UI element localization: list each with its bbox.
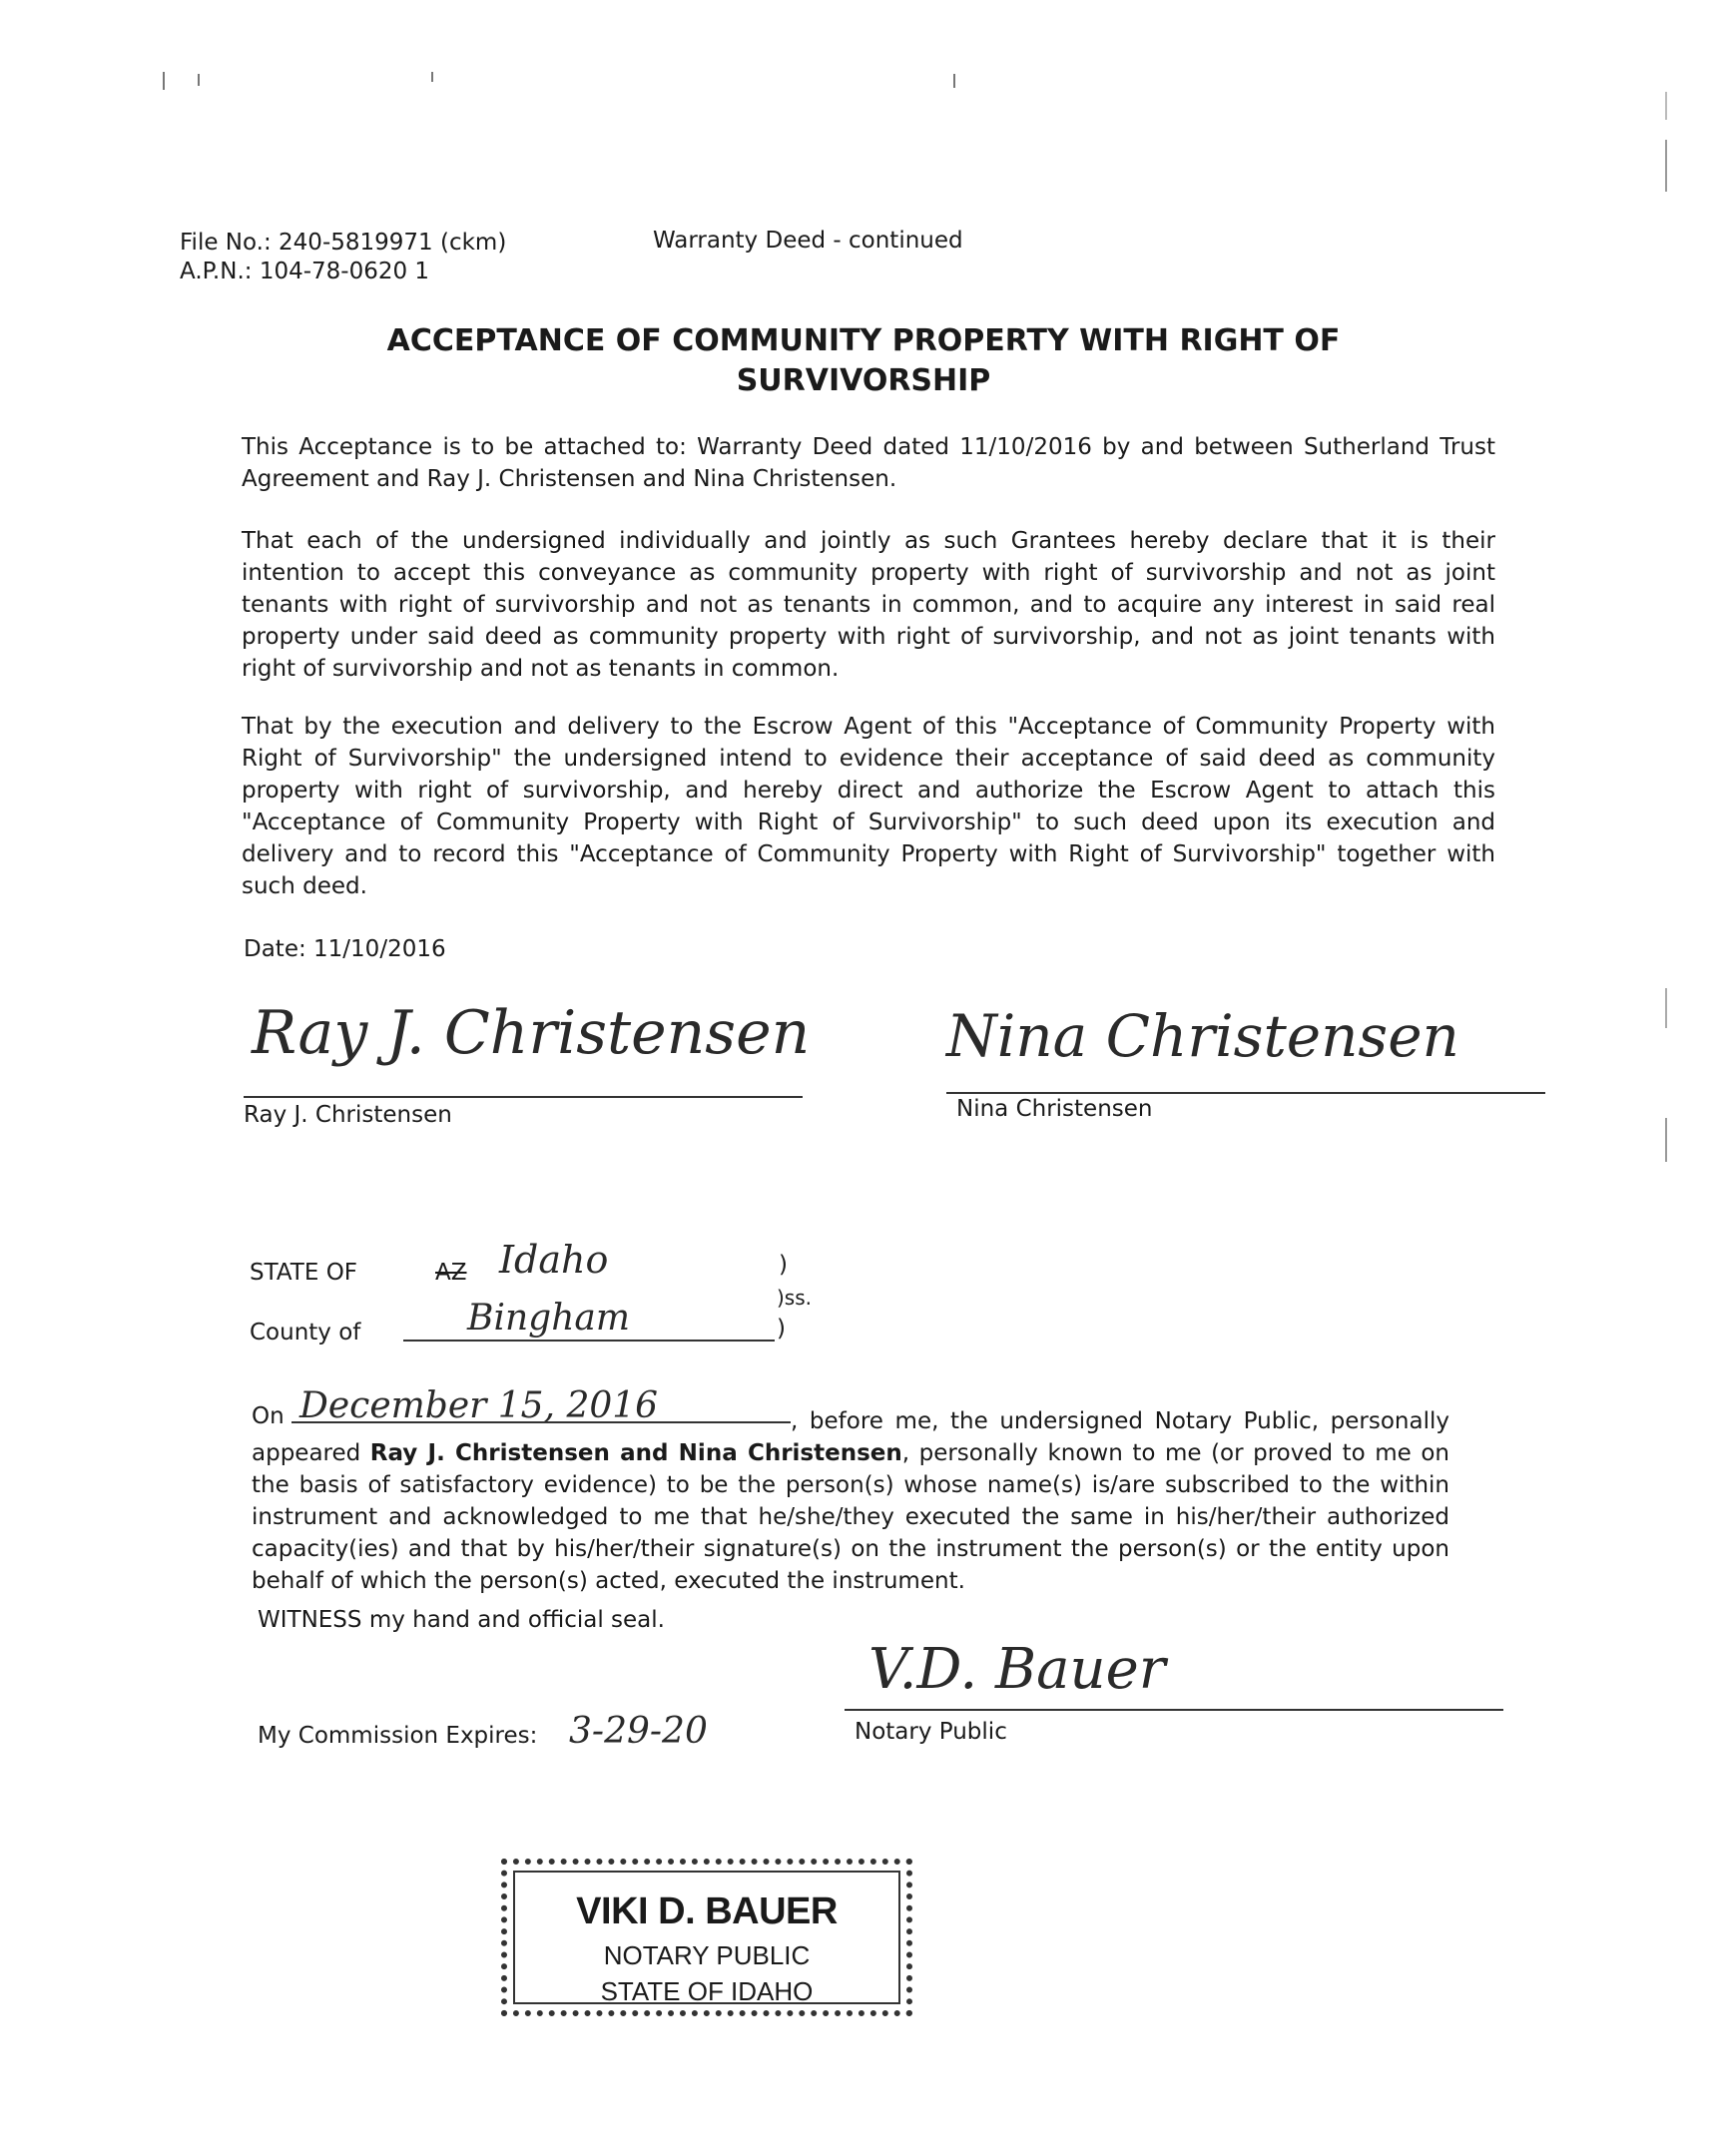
signature-nina: Nina Christensen: [946, 1002, 1459, 1070]
signer-name-ray: Ray J. Christensen: [244, 1102, 452, 1128]
document-title-line1: ACCEPTANCE OF COMMUNITY PROPERTY WITH RIGHT OF: [386, 323, 1341, 358]
file-number: File No.: 240-5819971 (ckm): [180, 230, 507, 256]
on-label: On: [252, 1403, 285, 1429]
acknowledgment-text: [252, 1405, 1449, 1597]
continued-label: Warranty Deed - continued: [653, 228, 963, 254]
county-value: Bingham: [467, 1298, 630, 1339]
scan-artifact: [1665, 1118, 1667, 1162]
state-value: Idaho: [499, 1238, 609, 1282]
paragraph-declaration: That each of the undersigned individually and jointly as such Grantees hereby declare that it is their intention to accept this conveyance as community property with right of survivorship and not as joint tenants with right of survivorship and not as tenants in common, and to acquire any interest in said real property under said deed as community property with right of survivorship, and not as joint tenants with right of survivorship and not as tenants in common.: [242, 528, 1495, 682]
venue-paren: ): [779, 1252, 788, 1278]
appeared-names: Ray J. Christensen and Nina Christensen: [369, 1440, 902, 1466]
commission-value: 3-29-20: [569, 1711, 708, 1752]
notary-public-label: Notary Public: [855, 1719, 1007, 1745]
scan-artifact: [198, 74, 200, 86]
scan-artifact: [1665, 988, 1667, 1028]
date-line: Date: 11/10/2016: [244, 936, 446, 962]
state-label: STATE OF: [250, 1260, 358, 1286]
signature-line: [946, 1092, 1545, 1094]
stamp-name: VIKI D. BAUER: [576, 1890, 838, 1932]
signature-line: [244, 1096, 803, 1098]
acknowledgment-text-1: , before me, the undersigned Notary Public, personally appeared: [252, 1408, 1449, 1466]
signer-name-nina: Nina Christensen: [956, 1096, 1153, 1122]
notary-signature-line: [845, 1709, 1503, 1711]
state-struck: AZ: [435, 1260, 467, 1286]
scan-artifact: [163, 72, 165, 90]
signature-ray: Ray J. Christensen: [252, 998, 811, 1068]
notary-signature: V.D. Bauer: [868, 1637, 1166, 1702]
witness-line: WITNESS my hand and official seal.: [258, 1607, 665, 1633]
acknowledgment-text-2: , personally known to me (or proved to me on the basis of satisfactory evidence) to be the person(s) whose name(s) is/are subscribed to the within instrument and acknowledged to me that he/she/they executed the same in his/her/their authorized capacity(ies) and that by his/her/their signature(s) on the instrument the person(s) or the entity upon behalf of which the person(s) acted, executed the instrument.: [252, 1440, 1449, 1594]
stamp-state: STATE OF IDAHO: [600, 1976, 814, 2006]
document-title-line2: SURVIVORSHIP: [736, 363, 991, 398]
county-label: County of: [250, 1320, 361, 1346]
scan-artifact: [1665, 140, 1667, 192]
scan-artifact: [953, 74, 955, 88]
apn-number: A.P.N.: 104-78-0620 1: [180, 259, 430, 284]
county-line: [403, 1340, 775, 1342]
scan-artifact: [431, 72, 433, 82]
notary-stamp: [501, 1859, 912, 2016]
paragraph-attachment: This Acceptance is to be attached to: Warranty Deed dated 11/10/2016 by and between Sutherland Trust Agreement and Ray J. Christensen and Nina Christensen.: [242, 434, 1495, 492]
commission-label: My Commission Expires:: [258, 1723, 538, 1749]
acknowledgment-date: December 15, 2016: [299, 1385, 659, 1426]
paragraph-authorization: That by the execution and delivery to the Escrow Agent of this "Acceptance of Community Property with Right of Survivorship" the undersigned intend to evidence their acceptance of said deed as community property with right of survivorship, and hereby direct and authorize the Escrow Agent to attach this "Acceptance of Community Property with Right of Survivorship" to such deed upon its execution and delivery and to record this "Acceptance of Community Property with Right of Survivorship" together with such deed.: [242, 714, 1495, 899]
stamp-title: NOTARY PUBLIC: [603, 1940, 811, 1970]
scan-artifact: [1665, 92, 1667, 120]
venue-paren: ): [777, 1316, 786, 1342]
venue-ss: )ss.: [777, 1286, 812, 1310]
